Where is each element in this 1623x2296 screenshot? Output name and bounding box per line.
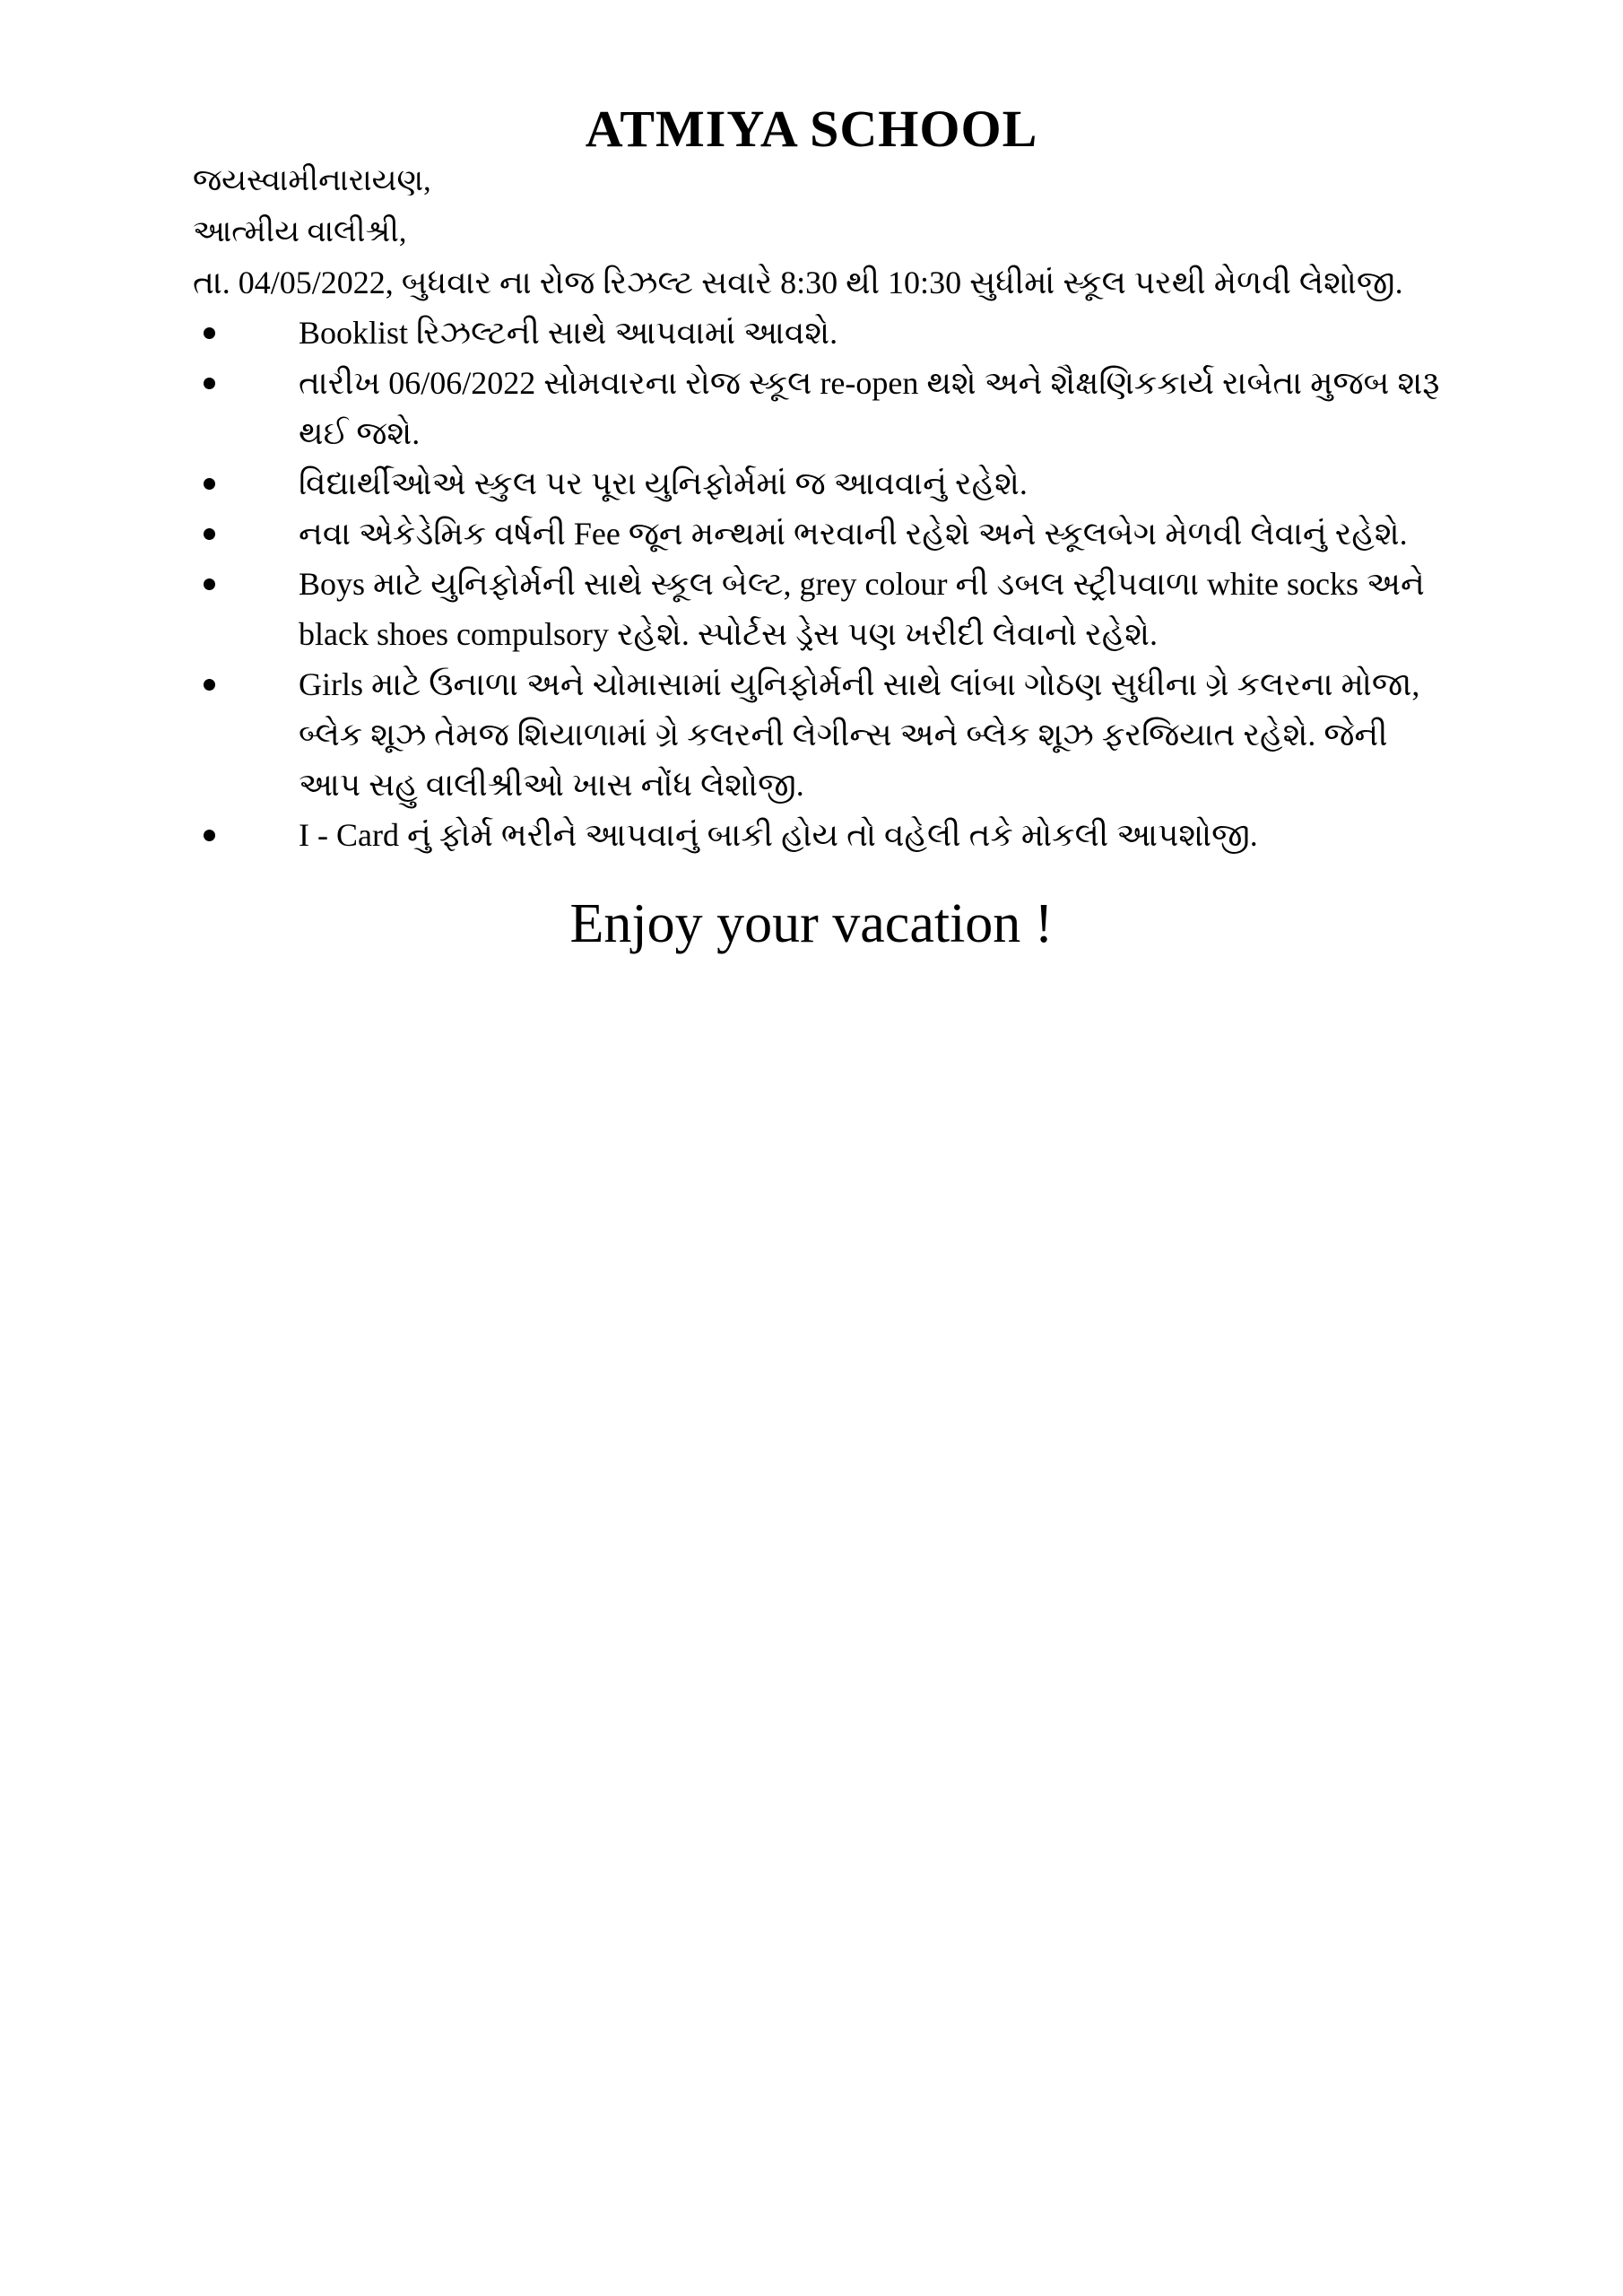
bullet-dot-icon xyxy=(204,830,215,841)
bullet-dot-icon xyxy=(204,478,215,490)
bullet-item-booklist xyxy=(193,308,1453,358)
bullet-item-fee xyxy=(193,509,1453,559)
bullet-text: વિદ્યાર્થીઓએ સ્કુલ પર પૂરા યુનિફોર્મમાં જ આવવાનું રહેશે. xyxy=(299,465,1028,501)
bullet-item-icard xyxy=(193,810,1453,860)
greeting-salutation: જયસ્વામીનારાયણ, xyxy=(193,164,431,197)
bullet-dot-icon xyxy=(204,528,215,540)
bullet-text: Boys માટે યુનિફોર્મની સાથે સ્કૂલ બેલ્ટ, grey colour ની ડબલ સ્ટ્રીપવાળા white socks અને black shoes compulsory રહેશે. સ્પોર્ટસ ડ્રેસ પણ ખરીદી લેવાનો રહેશે. xyxy=(299,566,1425,652)
bullet-dot-icon xyxy=(204,679,215,691)
bullet-item-girls-uniform xyxy=(193,659,1453,810)
school-title: ATMIYA SCHOOL xyxy=(585,100,1038,158)
bullet-text: Girls માટે ઉનાળા અને ચોમાસામાં યુનિફોર્મની સાથે લાંબા ગોઠણ સુધીના ગ્રે કલરના મોજા, બ્લેક શૂઝ તેમજ શિયાળામાં ગ્રે કલરની લેગીન્સ અને બ્લેક શૂઝ ફરજિયાત રહેશે. જેની આપ સહુ વાલીશ્રીઓ ખાસ નોંધ લેશોજી. xyxy=(299,666,1420,803)
bullet-text: તારીખ 06/06/2022 સોમવારના રોજ સ્કૂલ re-open થશે અને શૈક્ષણિકકાર્ય રાબેતા મુજબ શરૂ થઈ જશે. xyxy=(299,365,1440,451)
result-date-notice: તા. 04/05/2022, બુધવાર ના રોજ રિઝલ્ટ સવારે 8:30 થી 10:30 સુધીમાં સ્કૂલ પરથી મેળવી લેશોજી. xyxy=(193,265,1403,300)
bullet-text: નવા એકેડેમિક વર્ષની Fee જૂન મન્થમાં ભરવાની રહેશે અને સ્કૂલબેગ મેળવી લેવાનું રહેશે. xyxy=(299,516,1408,552)
notice-bullet-list xyxy=(193,308,1453,860)
bullet-item-uniform xyxy=(193,458,1453,509)
bullet-dot-icon xyxy=(204,578,215,590)
bullet-item-reopen xyxy=(193,358,1453,458)
bullet-text: Booklist રિઝલ્ટની સાથે આપવામાં આવશે. xyxy=(299,315,838,351)
bullet-dot-icon xyxy=(204,378,215,389)
bullet-item-boys-uniform xyxy=(193,559,1453,659)
closing-message: Enjoy your vacation ! xyxy=(569,893,1054,954)
bullet-dot-icon xyxy=(204,327,215,339)
bullet-text: I - Card નું ફોર્મ ભરીને આપવાનું બાકી હોય તો વહેલી તકે મોકલી આપશોજી. xyxy=(299,817,1258,853)
greeting-addressee: આત્મીય વાલીશ્રી, xyxy=(193,215,407,248)
